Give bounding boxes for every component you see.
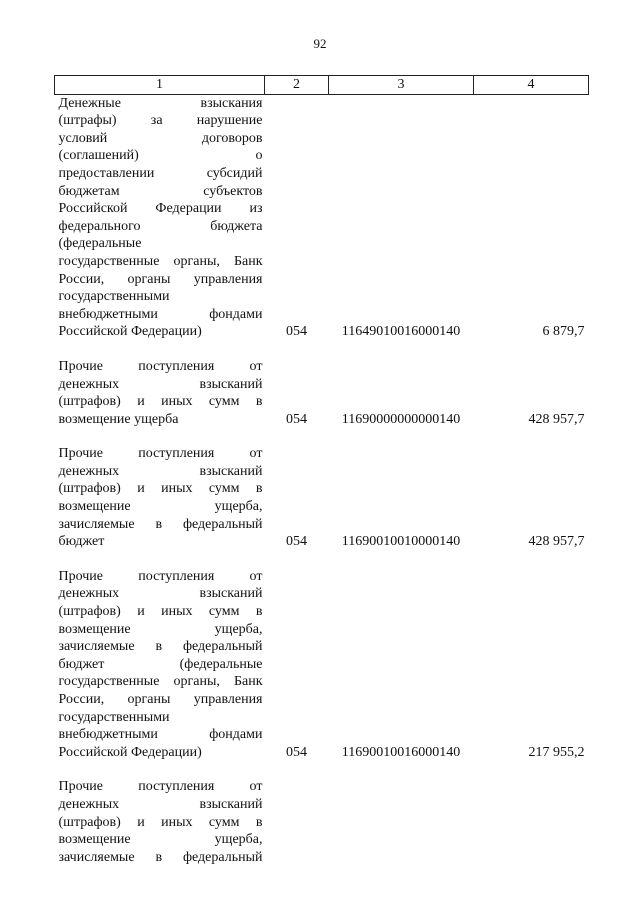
description-line: (штрафов) и иных сумм в xyxy=(58,481,263,497)
description-line: Прочие поступления от xyxy=(58,446,263,462)
description-line: государственными xyxy=(58,289,170,305)
header-col-4: 4 xyxy=(474,76,589,95)
description-line: возмещение ущерба, xyxy=(58,832,263,848)
revenue-table xyxy=(54,75,589,866)
table-header xyxy=(55,76,589,95)
description-line: Прочие поступления от xyxy=(58,779,263,795)
description-line: государственные органы, Банк xyxy=(58,674,263,690)
admin-code-cell: 054 xyxy=(286,534,307,550)
description-line: зачисляемые в федеральный xyxy=(58,516,263,532)
description-line: денежных взысканий xyxy=(58,586,263,602)
table-row xyxy=(55,778,589,866)
description-line: (федеральные xyxy=(58,236,142,252)
amount-cell: 428 957,7 xyxy=(528,411,585,427)
description-cell xyxy=(55,778,265,866)
kbk-cell: 11690010010000140 xyxy=(341,534,461,550)
description-line: денежных взысканий xyxy=(58,376,263,392)
description-line: (соглашений) о xyxy=(58,148,263,164)
description-line: Российской Федерации из xyxy=(58,201,263,217)
description-line: России, органы управления xyxy=(58,692,263,707)
description-line: Российской Федерации) xyxy=(58,744,202,760)
amount-cell: 6 879,7 xyxy=(542,324,585,340)
description-line: предоставлении субсидий xyxy=(58,165,263,181)
description-line: возмещение ущерба, xyxy=(58,499,263,515)
description-line: Прочие поступления от xyxy=(58,358,263,374)
description-line: федерального бюджета xyxy=(58,218,263,234)
description-line: денежных взысканий xyxy=(58,796,263,812)
description-cell xyxy=(55,94,265,341)
spacer-cell xyxy=(55,551,589,568)
spacer-cell xyxy=(55,341,589,358)
description-cell xyxy=(55,358,265,428)
description-line: зачисляемые в федеральный xyxy=(58,849,263,865)
row-spacer xyxy=(55,551,589,568)
description-line: бюджет (федеральные xyxy=(58,656,263,672)
kbk-cell: 11690010016000140 xyxy=(341,744,461,760)
description-cell xyxy=(55,568,265,762)
table-row xyxy=(55,94,589,341)
description-line: (штрафов) и иных сумм в xyxy=(58,814,263,830)
header-col-1: 1 xyxy=(55,76,265,95)
description-line: государственными xyxy=(58,709,170,725)
description-line: возмещение ущерба xyxy=(58,411,179,427)
description-line: условий договоров xyxy=(58,130,263,146)
admin-code-cell: 054 xyxy=(286,324,307,340)
description-line: денежных взысканий xyxy=(58,463,263,479)
description-line: (штрафов) и иных сумм в xyxy=(58,604,263,620)
table-body xyxy=(55,94,589,866)
header-col-3: 3 xyxy=(329,76,474,95)
row-spacer xyxy=(55,341,589,358)
description-line: (штрафов) и иных сумм в xyxy=(58,394,263,410)
description-line: зачисляемые в федеральный xyxy=(58,639,263,655)
amount-cell xyxy=(474,778,589,866)
description-cell xyxy=(55,445,265,551)
page-number: 92 xyxy=(313,36,327,51)
description-line: внебюджетными фондами xyxy=(58,306,263,322)
description-line: государственные органы, Банк xyxy=(58,253,263,269)
amount-cell: 428 957,7 xyxy=(528,534,585,550)
row-spacer xyxy=(55,428,589,445)
amount-cell: 217 955,2 xyxy=(528,744,585,760)
table-row xyxy=(55,568,589,762)
description-line: внебюджетными фондами xyxy=(58,727,263,743)
description-line: Денежные взыскания xyxy=(58,95,263,111)
description-line: Прочие поступления от xyxy=(58,568,263,584)
kbk-cell: 11649010016000140 xyxy=(341,324,461,340)
row-spacer xyxy=(55,761,589,778)
admin-code-cell: 054 xyxy=(286,744,307,760)
description-line: бюджетам субъектов xyxy=(58,183,263,199)
admin-code-cell: 054 xyxy=(286,411,307,427)
header-col-2: 2 xyxy=(265,76,329,95)
admin-code-cell xyxy=(265,778,329,866)
description-line: бюджет xyxy=(58,534,105,550)
table-row xyxy=(55,445,589,551)
description-line: возмещение ущерба, xyxy=(58,621,263,637)
description-line: (штрафы) за нарушение xyxy=(58,113,263,129)
kbk-cell xyxy=(329,778,474,866)
description-line: России, органы управления xyxy=(58,271,263,287)
table-row xyxy=(55,358,589,428)
spacer-cell xyxy=(55,761,589,778)
spacer-cell xyxy=(55,428,589,445)
description-line: Российской Федерации) xyxy=(58,324,202,340)
kbk-cell: 11690000000000140 xyxy=(341,411,461,427)
